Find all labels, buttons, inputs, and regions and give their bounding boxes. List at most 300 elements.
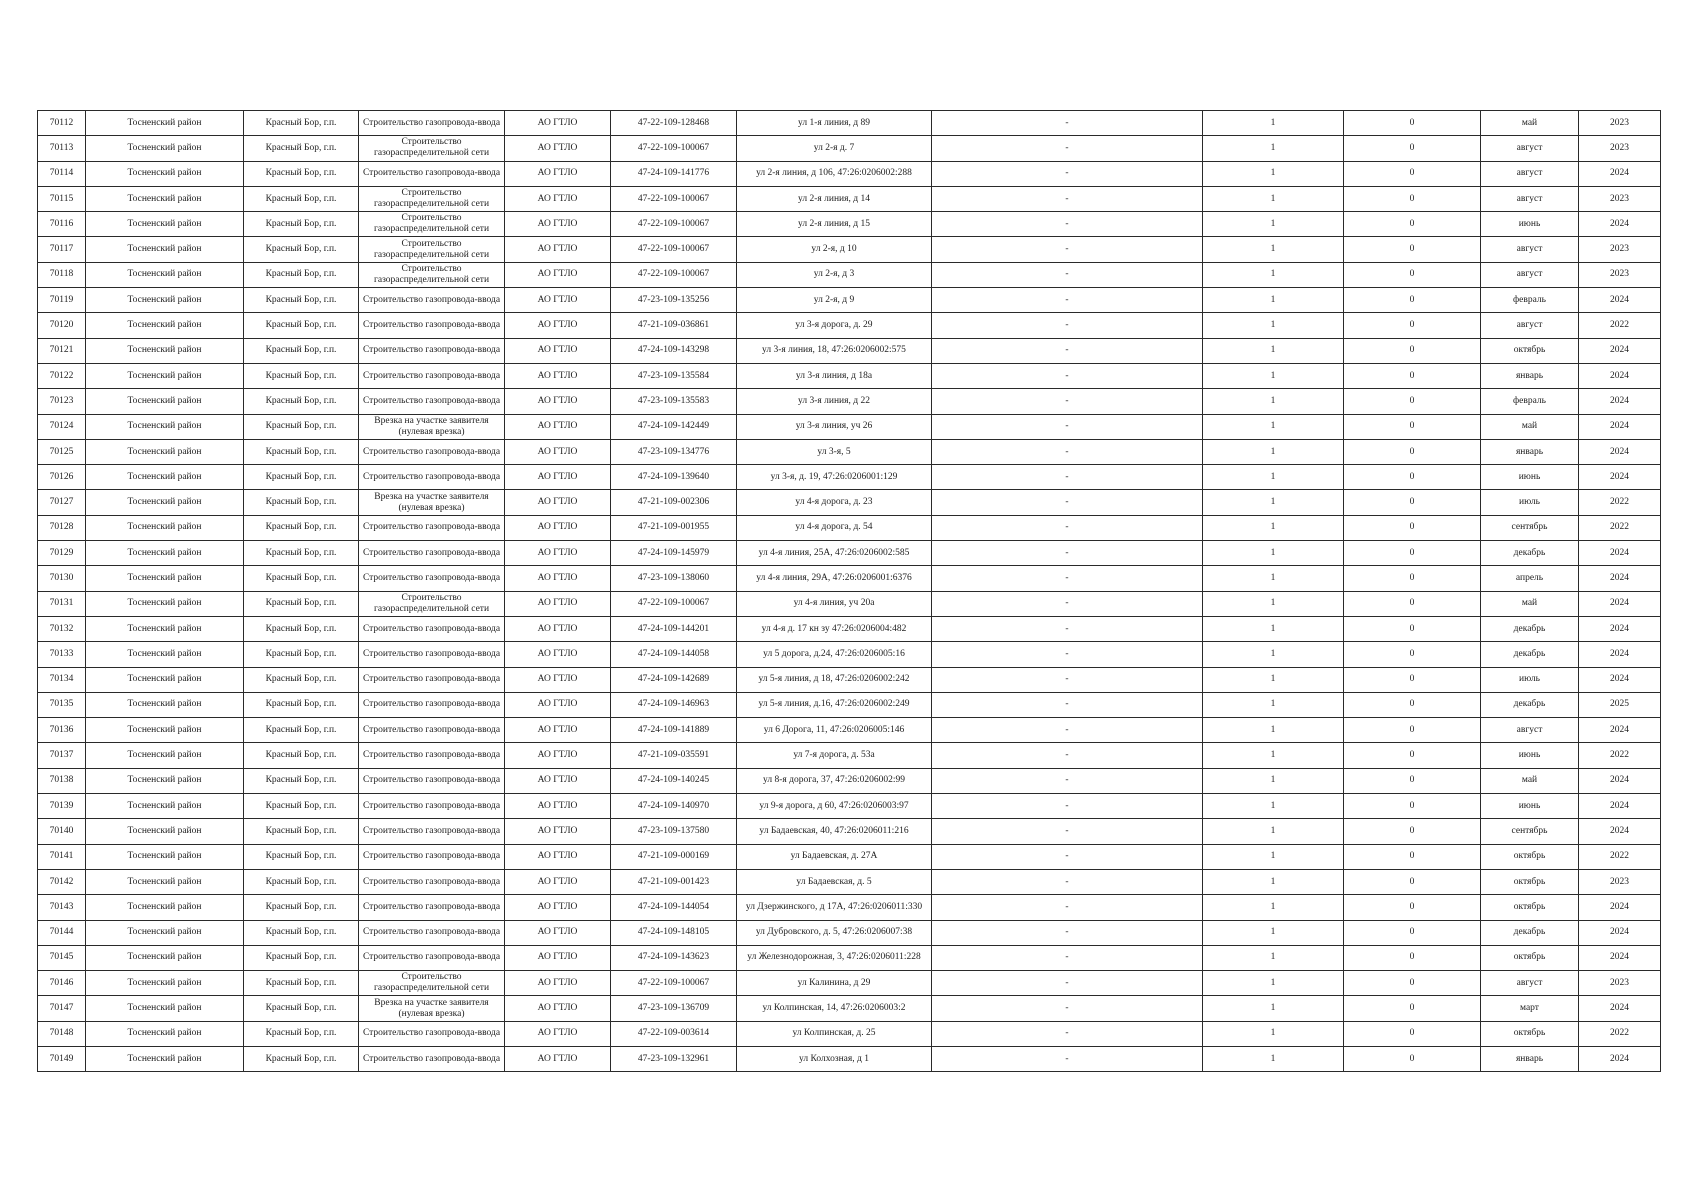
count-cell: 1: [1203, 186, 1344, 211]
work-type-cell: Строительство газопровода-ввода: [359, 895, 505, 920]
work-type-cell: Строительство газораспределительной сети: [359, 971, 505, 996]
address-cell: ул 2-я линия, д 106, 47:26:0206002:288: [737, 161, 932, 186]
month-cell: август: [1481, 718, 1579, 743]
note-cell: -: [932, 186, 1203, 211]
month-cell: октябрь: [1481, 844, 1579, 869]
month-cell: август: [1481, 237, 1579, 262]
count-cell: 1: [1203, 642, 1344, 667]
month-cell: декабрь: [1481, 692, 1579, 717]
district-cell: Тосненский район: [86, 768, 244, 793]
zero-cell: 0: [1344, 541, 1481, 566]
table-row: [38, 237, 1661, 262]
application-number-cell: 47-22-109-100067: [611, 212, 737, 237]
district-cell: Тосненский район: [86, 996, 244, 1021]
operator-cell: АО ГТЛО: [505, 136, 611, 161]
zero-cell: 0: [1344, 794, 1481, 819]
note-cell: -: [932, 363, 1203, 388]
note-cell: -: [932, 1046, 1203, 1071]
note-cell: -: [932, 667, 1203, 692]
month-cell: октябрь: [1481, 895, 1579, 920]
gasification-table: [37, 110, 1661, 1072]
work-type-cell: Строительство газопровода-ввода: [359, 161, 505, 186]
settlement-cell: Красный Бор, г.п.: [244, 971, 359, 996]
application-number-cell: 47-22-109-100067: [611, 186, 737, 211]
count-cell: 1: [1203, 1046, 1344, 1071]
settlement-cell: Красный Бор, г.п.: [244, 945, 359, 970]
id-cell: 70124: [38, 414, 86, 439]
address-cell: ул 4-я линия, 25А, 47:26:0206002:585: [737, 541, 932, 566]
table-row: [38, 869, 1661, 894]
year-cell: 2024: [1579, 819, 1661, 844]
year-cell: 2024: [1579, 389, 1661, 414]
address-cell: ул 6 Дорога, 11, 47:26:0206005:146: [737, 718, 932, 743]
district-cell: Тосненский район: [86, 945, 244, 970]
id-cell: 70129: [38, 541, 86, 566]
note-cell: -: [932, 591, 1203, 616]
work-type-cell: Врезка на участке заявителя (нулевая врезка): [359, 490, 505, 515]
year-cell: 2023: [1579, 111, 1661, 136]
address-cell: ул 9-я дорога, д 60, 47:26:0206003:97: [737, 794, 932, 819]
month-cell: сентябрь: [1481, 819, 1579, 844]
operator-cell: АО ГТЛО: [505, 616, 611, 641]
settlement-cell: Красный Бор, г.п.: [244, 743, 359, 768]
id-cell: 70130: [38, 566, 86, 591]
count-cell: 1: [1203, 338, 1344, 363]
application-number-cell: 47-24-109-140245: [611, 768, 737, 793]
table-row: [38, 465, 1661, 490]
note-cell: -: [932, 161, 1203, 186]
operator-cell: АО ГТЛО: [505, 161, 611, 186]
table-row: [38, 313, 1661, 338]
id-cell: 70132: [38, 616, 86, 641]
year-cell: 2024: [1579, 718, 1661, 743]
id-cell: 70115: [38, 186, 86, 211]
operator-cell: АО ГТЛО: [505, 338, 611, 363]
table-row: [38, 743, 1661, 768]
zero-cell: 0: [1344, 616, 1481, 641]
address-cell: ул 1-я линия, д 89: [737, 111, 932, 136]
address-cell: ул 4-я д. 17 кн зу 47:26:0206004:482: [737, 616, 932, 641]
operator-cell: АО ГТЛО: [505, 566, 611, 591]
work-type-cell: Строительство газопровода-ввода: [359, 692, 505, 717]
count-cell: 1: [1203, 136, 1344, 161]
count-cell: 1: [1203, 161, 1344, 186]
year-cell: 2024: [1579, 667, 1661, 692]
work-type-cell: Строительство газораспределительной сети: [359, 262, 505, 287]
month-cell: июль: [1481, 667, 1579, 692]
zero-cell: 0: [1344, 288, 1481, 313]
work-type-cell: Врезка на участке заявителя (нулевая врезка): [359, 414, 505, 439]
operator-cell: АО ГТЛО: [505, 186, 611, 211]
operator-cell: АО ГТЛО: [505, 237, 611, 262]
address-cell: ул 2-я линия, д 15: [737, 212, 932, 237]
year-cell: 2024: [1579, 895, 1661, 920]
settlement-cell: Красный Бор, г.п.: [244, 692, 359, 717]
note-cell: -: [932, 844, 1203, 869]
application-number-cell: 47-24-109-139640: [611, 465, 737, 490]
note-cell: -: [932, 996, 1203, 1021]
application-number-cell: 47-23-109-137580: [611, 819, 737, 844]
address-cell: ул 4-я дорога, д. 23: [737, 490, 932, 515]
operator-cell: АО ГТЛО: [505, 667, 611, 692]
settlement-cell: Красный Бор, г.п.: [244, 844, 359, 869]
work-type-cell: Строительство газораспределительной сети: [359, 591, 505, 616]
month-cell: январь: [1481, 363, 1579, 388]
table-row: [38, 515, 1661, 540]
settlement-cell: Красный Бор, г.п.: [244, 616, 359, 641]
table-row: [38, 996, 1661, 1021]
note-cell: -: [932, 389, 1203, 414]
id-cell: 70133: [38, 642, 86, 667]
note-cell: -: [932, 768, 1203, 793]
address-cell: ул 2-я д. 7: [737, 136, 932, 161]
zero-cell: 0: [1344, 591, 1481, 616]
table-row: [38, 111, 1661, 136]
table-row: [38, 718, 1661, 743]
note-cell: -: [932, 616, 1203, 641]
note-cell: -: [932, 541, 1203, 566]
id-cell: 70117: [38, 237, 86, 262]
year-cell: 2023: [1579, 869, 1661, 894]
operator-cell: АО ГТЛО: [505, 945, 611, 970]
work-type-cell: Строительство газопровода-ввода: [359, 566, 505, 591]
id-cell: 70113: [38, 136, 86, 161]
operator-cell: АО ГТЛО: [505, 111, 611, 136]
count-cell: 1: [1203, 743, 1344, 768]
year-cell: 2024: [1579, 161, 1661, 186]
year-cell: 2023: [1579, 186, 1661, 211]
count-cell: 1: [1203, 262, 1344, 287]
application-number-cell: 47-24-109-144058: [611, 642, 737, 667]
year-cell: 2024: [1579, 566, 1661, 591]
operator-cell: АО ГТЛО: [505, 642, 611, 667]
year-cell: 2023: [1579, 136, 1661, 161]
year-cell: 2024: [1579, 439, 1661, 464]
id-cell: 70141: [38, 844, 86, 869]
zero-cell: 0: [1344, 1046, 1481, 1071]
year-cell: 2022: [1579, 743, 1661, 768]
zero-cell: 0: [1344, 667, 1481, 692]
count-cell: 1: [1203, 439, 1344, 464]
count-cell: 1: [1203, 313, 1344, 338]
district-cell: Тосненский район: [86, 439, 244, 464]
year-cell: 2025: [1579, 692, 1661, 717]
note-cell: -: [932, 136, 1203, 161]
month-cell: декабрь: [1481, 541, 1579, 566]
zero-cell: 0: [1344, 692, 1481, 717]
year-cell: 2022: [1579, 490, 1661, 515]
settlement-cell: Красный Бор, г.п.: [244, 566, 359, 591]
work-type-cell: Строительство газопровода-ввода: [359, 794, 505, 819]
address-cell: ул 5 дорога, д.24, 47:26:0206005:16: [737, 642, 932, 667]
id-cell: 70112: [38, 111, 86, 136]
note-cell: -: [932, 794, 1203, 819]
application-number-cell: 47-21-109-002306: [611, 490, 737, 515]
count-cell: 1: [1203, 363, 1344, 388]
note-cell: -: [932, 718, 1203, 743]
settlement-cell: Красный Бор, г.п.: [244, 439, 359, 464]
note-cell: -: [932, 237, 1203, 262]
settlement-cell: Красный Бор, г.п.: [244, 237, 359, 262]
district-cell: Тосненский район: [86, 490, 244, 515]
settlement-cell: Красный Бор, г.п.: [244, 262, 359, 287]
zero-cell: 0: [1344, 920, 1481, 945]
year-cell: 2024: [1579, 794, 1661, 819]
month-cell: май: [1481, 414, 1579, 439]
count-cell: 1: [1203, 996, 1344, 1021]
settlement-cell: Красный Бор, г.п.: [244, 363, 359, 388]
operator-cell: АО ГТЛО: [505, 718, 611, 743]
year-cell: 2024: [1579, 642, 1661, 667]
work-type-cell: Строительство газопровода-ввода: [359, 288, 505, 313]
count-cell: 1: [1203, 920, 1344, 945]
month-cell: май: [1481, 768, 1579, 793]
application-number-cell: 47-22-109-100067: [611, 971, 737, 996]
note-cell: -: [932, 920, 1203, 945]
application-number-cell: 47-22-109-128468: [611, 111, 737, 136]
id-cell: 70126: [38, 465, 86, 490]
count-cell: 1: [1203, 591, 1344, 616]
year-cell: 2022: [1579, 515, 1661, 540]
work-type-cell: Строительство газопровода-ввода: [359, 616, 505, 641]
address-cell: ул Дзержинского, д 17А, 47:26:0206011:330: [737, 895, 932, 920]
table-row: [38, 971, 1661, 996]
operator-cell: АО ГТЛО: [505, 768, 611, 793]
table-row: [38, 186, 1661, 211]
year-cell: 2024: [1579, 920, 1661, 945]
year-cell: 2023: [1579, 971, 1661, 996]
settlement-cell: Красный Бор, г.п.: [244, 111, 359, 136]
table-row: [38, 541, 1661, 566]
month-cell: август: [1481, 161, 1579, 186]
id-cell: 70144: [38, 920, 86, 945]
month-cell: октябрь: [1481, 869, 1579, 894]
work-type-cell: Строительство газопровода-ввода: [359, 768, 505, 793]
id-cell: 70119: [38, 288, 86, 313]
zero-cell: 0: [1344, 313, 1481, 338]
operator-cell: АО ГТЛО: [505, 515, 611, 540]
month-cell: октябрь: [1481, 1021, 1579, 1046]
settlement-cell: Красный Бор, г.п.: [244, 667, 359, 692]
work-type-cell: Строительство газопровода-ввода: [359, 844, 505, 869]
table-row: [38, 768, 1661, 793]
table-row: [38, 616, 1661, 641]
year-cell: 2024: [1579, 996, 1661, 1021]
table-row: [38, 920, 1661, 945]
id-cell: 70118: [38, 262, 86, 287]
id-cell: 70136: [38, 718, 86, 743]
operator-cell: АО ГТЛО: [505, 1021, 611, 1046]
district-cell: Тосненский район: [86, 313, 244, 338]
application-number-cell: 47-21-109-001955: [611, 515, 737, 540]
id-cell: 70121: [38, 338, 86, 363]
note-cell: -: [932, 414, 1203, 439]
work-type-cell: Строительство газопровода-ввода: [359, 667, 505, 692]
district-cell: Тосненский район: [86, 111, 244, 136]
table-row: [38, 566, 1661, 591]
table-row: [38, 794, 1661, 819]
id-cell: 70142: [38, 869, 86, 894]
address-cell: ул Бадаевская, 40, 47:26:0206011:216: [737, 819, 932, 844]
settlement-cell: Красный Бор, г.п.: [244, 996, 359, 1021]
work-type-cell: Строительство газопровода-ввода: [359, 465, 505, 490]
table-body: [38, 111, 1661, 1072]
district-cell: Тосненский район: [86, 895, 244, 920]
zero-cell: 0: [1344, 743, 1481, 768]
district-cell: Тосненский район: [86, 718, 244, 743]
id-cell: 70145: [38, 945, 86, 970]
work-type-cell: Строительство газопровода-ввода: [359, 389, 505, 414]
operator-cell: АО ГТЛО: [505, 920, 611, 945]
application-number-cell: 47-24-109-140970: [611, 794, 737, 819]
note-cell: -: [932, 490, 1203, 515]
zero-cell: 0: [1344, 895, 1481, 920]
work-type-cell: Строительство газопровода-ввода: [359, 920, 505, 945]
count-cell: 1: [1203, 692, 1344, 717]
application-number-cell: 47-24-109-148105: [611, 920, 737, 945]
year-cell: 2024: [1579, 338, 1661, 363]
application-number-cell: 47-24-109-141889: [611, 718, 737, 743]
table-row: [38, 591, 1661, 616]
district-cell: Тосненский район: [86, 136, 244, 161]
year-cell: 2022: [1579, 844, 1661, 869]
application-number-cell: 47-22-109-100067: [611, 237, 737, 262]
year-cell: 2023: [1579, 237, 1661, 262]
year-cell: 2024: [1579, 616, 1661, 641]
address-cell: ул 3-я, д. 19, 47:26:0206001:129: [737, 465, 932, 490]
address-cell: ул 2-я, д 10: [737, 237, 932, 262]
district-cell: Тосненский район: [86, 186, 244, 211]
year-cell: 2024: [1579, 414, 1661, 439]
year-cell: 2024: [1579, 212, 1661, 237]
zero-cell: 0: [1344, 945, 1481, 970]
table-row: [38, 844, 1661, 869]
note-cell: -: [932, 869, 1203, 894]
count-cell: 1: [1203, 465, 1344, 490]
application-number-cell: 47-22-109-100067: [611, 136, 737, 161]
note-cell: -: [932, 465, 1203, 490]
address-cell: ул 4-я линия, 29А, 47:26:0206001:6376: [737, 566, 932, 591]
settlement-cell: Красный Бор, г.п.: [244, 1046, 359, 1071]
operator-cell: АО ГТЛО: [505, 895, 611, 920]
application-number-cell: 47-21-109-000169: [611, 844, 737, 869]
month-cell: декабрь: [1481, 616, 1579, 641]
year-cell: 2024: [1579, 465, 1661, 490]
operator-cell: АО ГТЛО: [505, 262, 611, 287]
work-type-cell: Врезка на участке заявителя (нулевая врезка): [359, 996, 505, 1021]
id-cell: 70139: [38, 794, 86, 819]
operator-cell: АО ГТЛО: [505, 389, 611, 414]
year-cell: 2024: [1579, 945, 1661, 970]
zero-cell: 0: [1344, 844, 1481, 869]
month-cell: август: [1481, 136, 1579, 161]
year-cell: 2024: [1579, 1046, 1661, 1071]
operator-cell: АО ГТЛО: [505, 794, 611, 819]
table-row: [38, 212, 1661, 237]
application-number-cell: 47-22-109-003614: [611, 1021, 737, 1046]
district-cell: Тосненский район: [86, 920, 244, 945]
zero-cell: 0: [1344, 768, 1481, 793]
month-cell: январь: [1481, 1046, 1579, 1071]
district-cell: Тосненский район: [86, 591, 244, 616]
month-cell: декабрь: [1481, 642, 1579, 667]
work-type-cell: Строительство газопровода-ввода: [359, 515, 505, 540]
zero-cell: 0: [1344, 262, 1481, 287]
table-row: [38, 692, 1661, 717]
operator-cell: АО ГТЛО: [505, 692, 611, 717]
work-type-cell: Строительство газопровода-ввода: [359, 313, 505, 338]
count-cell: 1: [1203, 895, 1344, 920]
work-type-cell: Строительство газопровода-ввода: [359, 363, 505, 388]
note-cell: -: [932, 642, 1203, 667]
district-cell: Тосненский район: [86, 515, 244, 540]
table-row: [38, 262, 1661, 287]
year-cell: 2022: [1579, 313, 1661, 338]
year-cell: 2024: [1579, 288, 1661, 313]
count-cell: 1: [1203, 414, 1344, 439]
zero-cell: 0: [1344, 1021, 1481, 1046]
note-cell: -: [932, 692, 1203, 717]
work-type-cell: Строительство газопровода-ввода: [359, 743, 505, 768]
year-cell: 2024: [1579, 591, 1661, 616]
year-cell: 2023: [1579, 262, 1661, 287]
table-row: [38, 895, 1661, 920]
address-cell: ул Колхозная, д 1: [737, 1046, 932, 1071]
id-cell: 70143: [38, 895, 86, 920]
zero-cell: 0: [1344, 515, 1481, 540]
id-cell: 70125: [38, 439, 86, 464]
address-cell: ул 2-я линия, д 14: [737, 186, 932, 211]
application-number-cell: 47-23-109-132961: [611, 1046, 737, 1071]
settlement-cell: Красный Бор, г.п.: [244, 161, 359, 186]
application-number-cell: 47-22-109-100067: [611, 262, 737, 287]
zero-cell: 0: [1344, 490, 1481, 515]
settlement-cell: Красный Бор, г.п.: [244, 136, 359, 161]
district-cell: Тосненский район: [86, 667, 244, 692]
id-cell: 70137: [38, 743, 86, 768]
address-cell: ул Колпинская, д. 25: [737, 1021, 932, 1046]
district-cell: Тосненский район: [86, 161, 244, 186]
district-cell: Тосненский район: [86, 971, 244, 996]
year-cell: 2024: [1579, 768, 1661, 793]
address-cell: ул 5-я линия, д 18, 47:26:0206002:242: [737, 667, 932, 692]
work-type-cell: Строительство газораспределительной сети: [359, 186, 505, 211]
month-cell: май: [1481, 111, 1579, 136]
zero-cell: 0: [1344, 439, 1481, 464]
zero-cell: 0: [1344, 819, 1481, 844]
table-row: [38, 1021, 1661, 1046]
settlement-cell: Красный Бор, г.п.: [244, 515, 359, 540]
month-cell: июнь: [1481, 212, 1579, 237]
address-cell: ул 5-я линия, д.16, 47:26:0206002:249: [737, 692, 932, 717]
zero-cell: 0: [1344, 338, 1481, 363]
note-cell: -: [932, 895, 1203, 920]
address-cell: ул Бадаевская, д. 27А: [737, 844, 932, 869]
id-cell: 70114: [38, 161, 86, 186]
id-cell: 70147: [38, 996, 86, 1021]
address-cell: ул 3-я линия, д 18а: [737, 363, 932, 388]
table-row: [38, 819, 1661, 844]
address-cell: ул Железнодорожная, 3, 47:26:0206011:228: [737, 945, 932, 970]
count-cell: 1: [1203, 819, 1344, 844]
id-cell: 70148: [38, 1021, 86, 1046]
note-cell: -: [932, 971, 1203, 996]
zero-cell: 0: [1344, 389, 1481, 414]
month-cell: февраль: [1481, 389, 1579, 414]
application-number-cell: 47-23-109-134776: [611, 439, 737, 464]
count-cell: 1: [1203, 1021, 1344, 1046]
district-cell: Тосненский район: [86, 1046, 244, 1071]
